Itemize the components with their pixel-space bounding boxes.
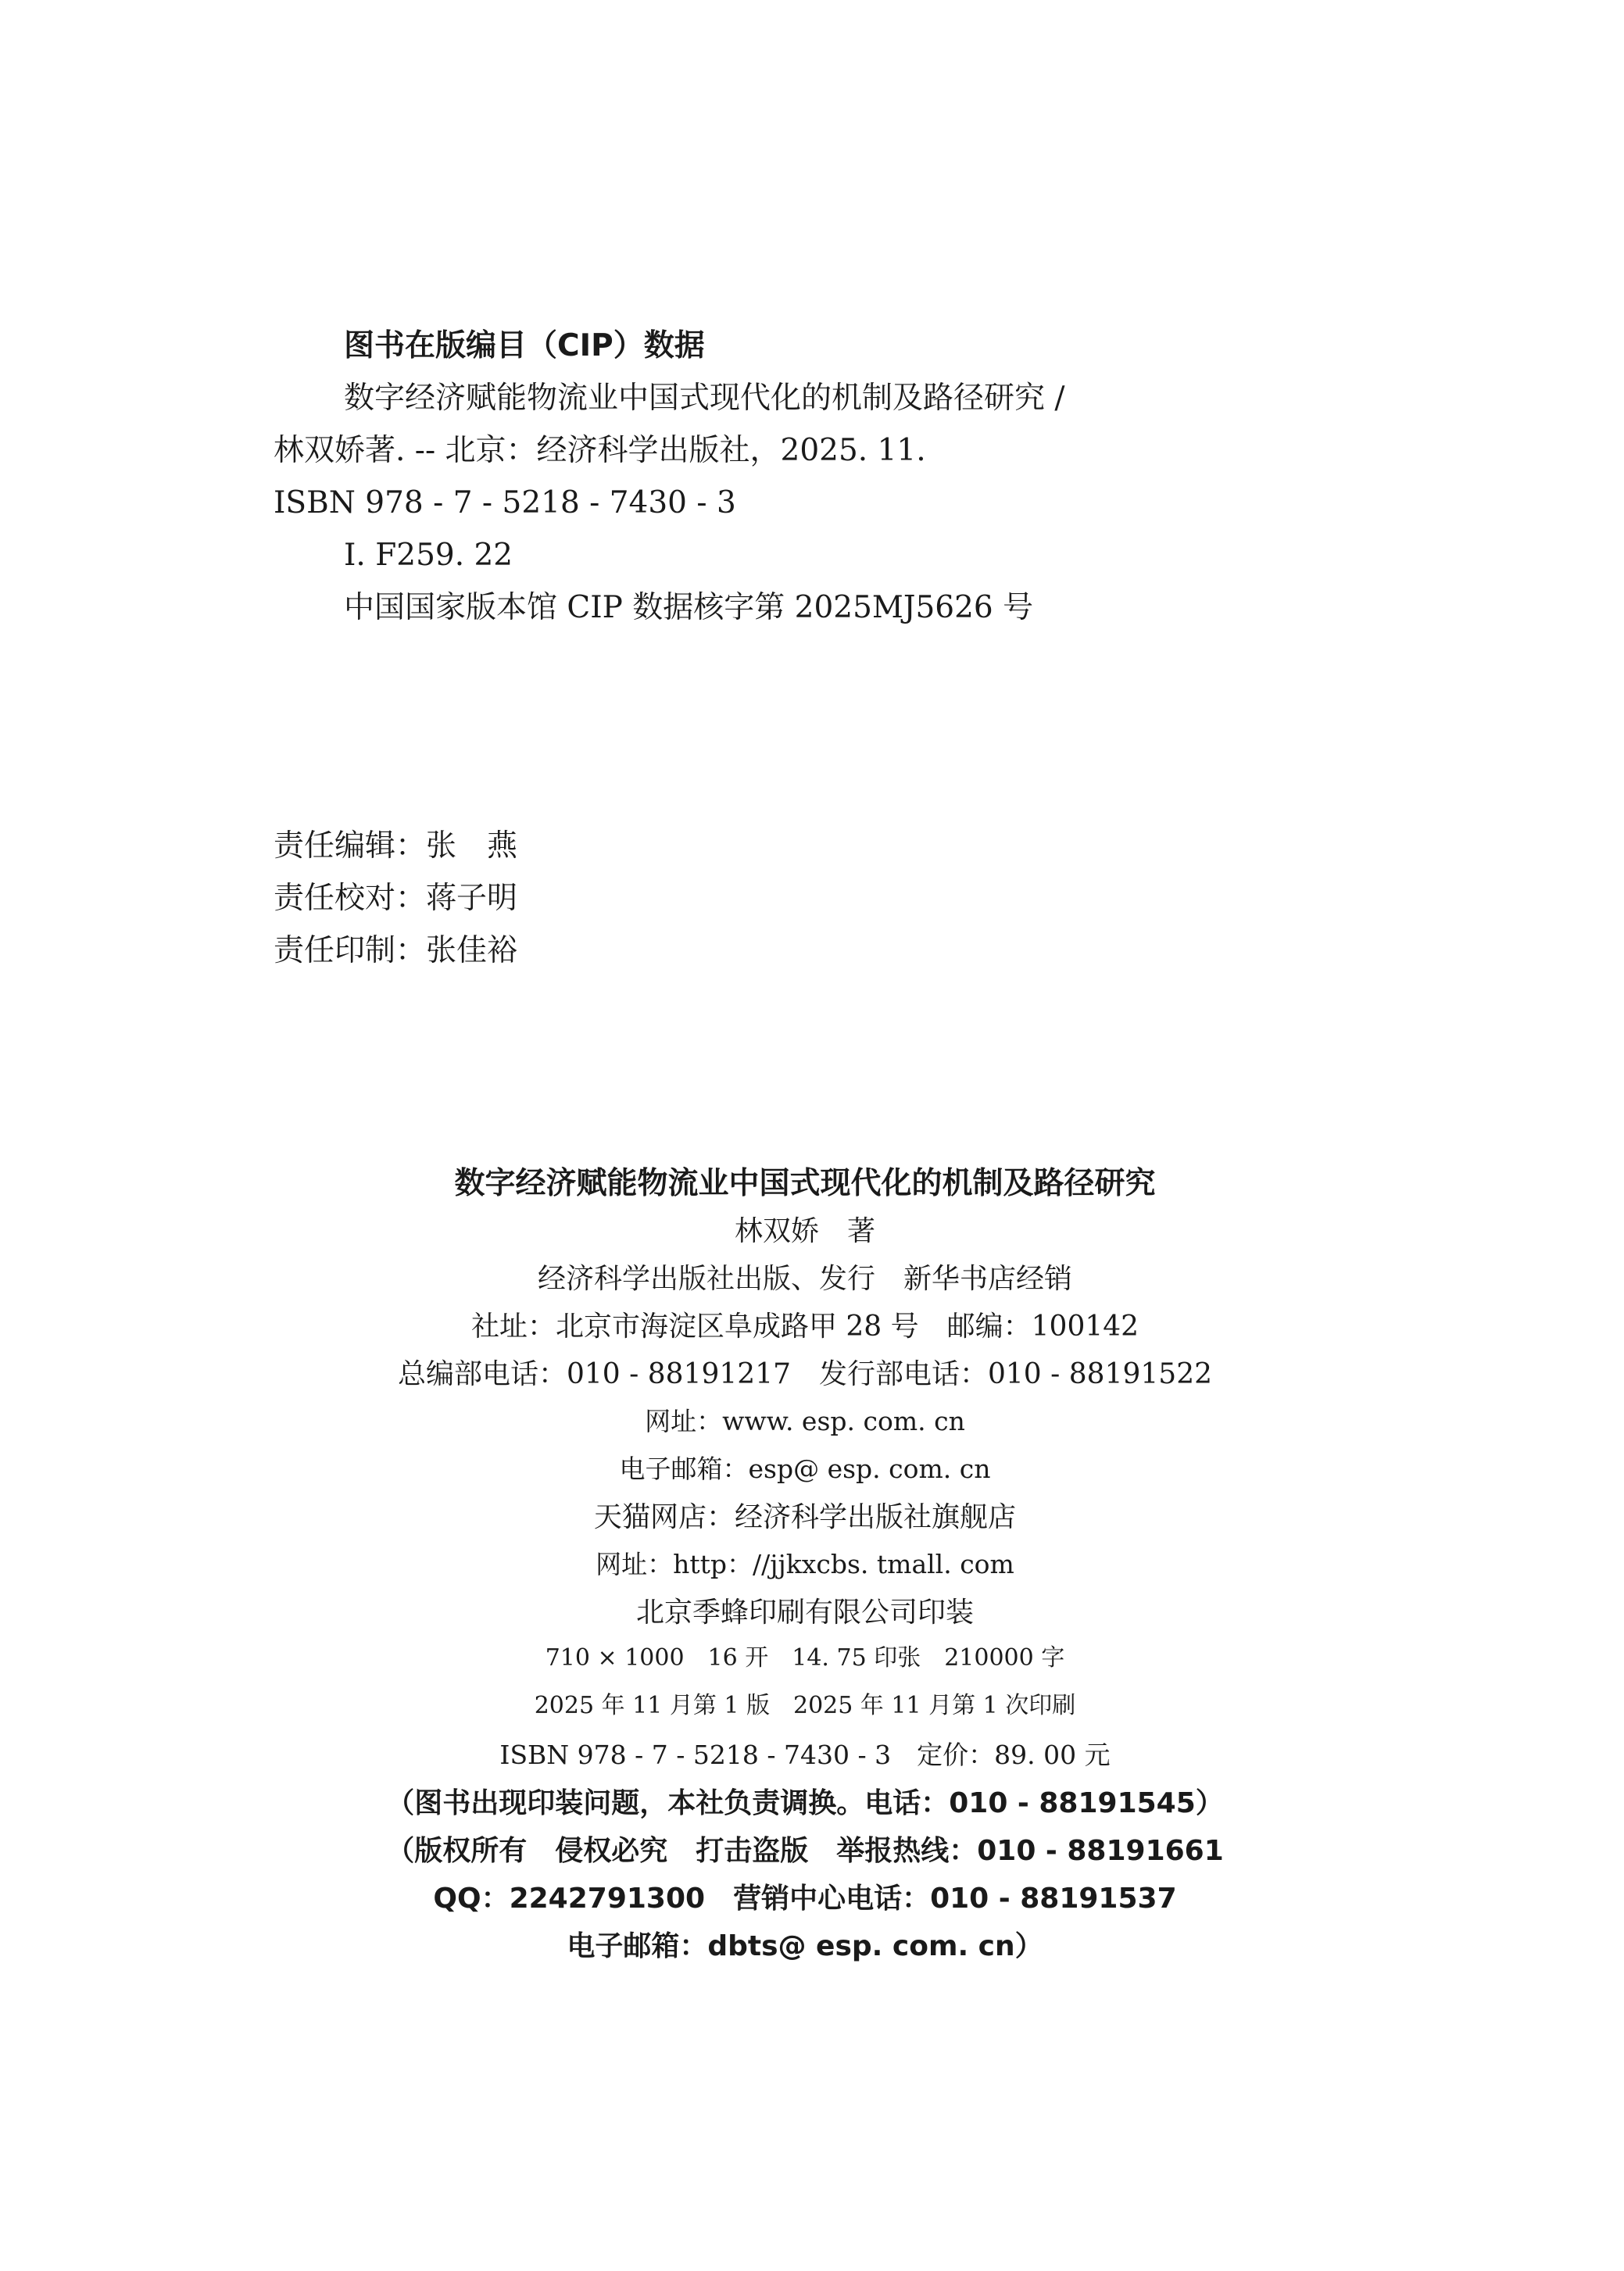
print-supervisor-row <box>274 935 517 966</box>
colophon-address: 社址：北京市海淀区阜成路甲 28 号 邮编：100142 <box>470 1311 1139 1343</box>
colophon-publisher: 经济科学出版社出版、发行 新华书店经销 <box>537 1263 1072 1295</box>
print-supervisor-label: 责任印制： <box>274 933 427 968</box>
colophon-isbn-price: ISBN 978 - 7 - 5218 - 7430 - 3 定价：89. 00 元 <box>499 1740 1111 1770</box>
colophon-notice-exchange: （图书出现印装问题，本社负责调换。电话：010 - 88191545） <box>386 1787 1224 1819</box>
colophon-notice-qq: QQ：2242791300 营销中心电话：010 - 88191537 <box>433 1883 1177 1915</box>
cip-author-line: 林双娇著. -- 北京：经济科学出版社，2025. 11. <box>274 433 926 468</box>
colophon-title: 数字经济赋能物流业中国式现代化的机制及路径研究 <box>454 1166 1156 1201</box>
proofreader-row <box>274 883 517 914</box>
colophon-spec: 710 × 1000 16 开 14. 75 印张 210000 字 <box>545 1644 1065 1672</box>
colophon-notice-copyright: （版权所有 侵权必究 打击盗版 举报热线：010 - 88191661 <box>386 1835 1224 1867</box>
colophon-notice-email: 电子邮箱：dbts@ esp. com. cn） <box>567 1930 1043 1962</box>
print-supervisor-name: 张佳裕 <box>426 933 518 968</box>
colophon-phones: 总编部电话：010 - 88191217 发行部电话：010 - 88191522 <box>398 1358 1212 1390</box>
colophon-edition: 2025 年 11 月第 1 版 2025 年 11 月第 1 次印刷 <box>534 1692 1076 1719</box>
cip-isbn-line: ISBN 978 - 7 - 5218 - 7430 - 3 <box>274 485 736 520</box>
colophon-printer: 北京季蜂印刷有限公司印装 <box>635 1597 974 1629</box>
proofreader-label: 责任校对： <box>274 881 427 916</box>
cip-title-line: 数字经济赋能物流业中国式现代化的机制及路径研究 / <box>344 381 1065 416</box>
cip-heading: 图书在版编目（CIP）数据 <box>344 328 705 363</box>
cip-classification-line: Ⅰ. F259. 22 <box>344 538 513 573</box>
colophon-tmall-shop: 天猫网店：经济科学出版社旗舰店 <box>593 1501 1016 1533</box>
colophon-tmall-url: 网址：http：//jjkxcbs. tmall. com <box>596 1549 1014 1579</box>
editor-row <box>274 828 518 864</box>
cip-record-line: 中国国家版本馆 CIP 数据核字第 2025MJ5626 号 <box>344 590 1034 625</box>
colophon-website: 网址：www. esp. com. cn <box>645 1406 965 1436</box>
proofreader-name: 蒋子明 <box>426 881 518 916</box>
editor-name: 张 燕 <box>426 828 518 864</box>
editor-label: 责任编辑： <box>274 828 427 864</box>
colophon-email: 电子邮箱：esp@ esp. com. cn <box>619 1454 991 1484</box>
colophon-author: 林双娇 著 <box>734 1215 875 1247</box>
